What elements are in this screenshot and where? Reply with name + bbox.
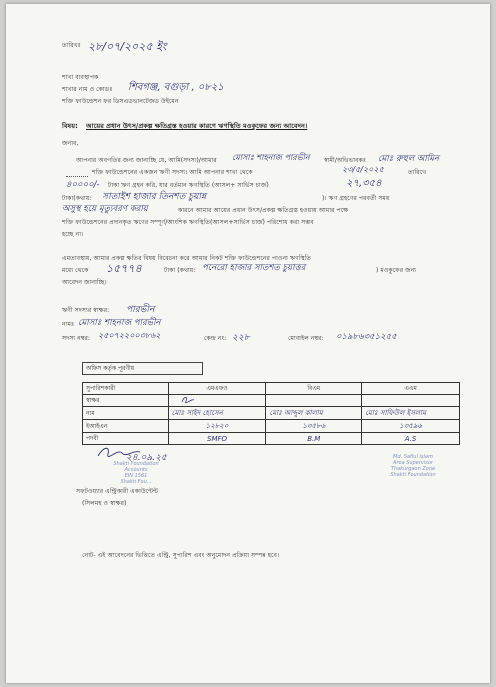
table-cell: ১৩৫৮৬ xyxy=(266,420,362,433)
addressee: শাখা ব্যবস্থাপক xyxy=(62,74,99,81)
body-line-4a: টাকা(কথায়: xyxy=(62,195,92,202)
body-line-3: টাকা ঋণ গ্রহন করি, যার বর্তমান ঋণস্থিতি (আসল+ সার্ভিস চার্জ) xyxy=(108,182,269,189)
table-row xyxy=(83,407,460,420)
body-line-1b: স্বামী/অভিভাবকঃ xyxy=(324,157,367,164)
body-line-2: শক্তি ফাউন্ডেশনের একজন ঋণী সদস্য। আমি আপনার শাখা থেকে xyxy=(92,169,253,176)
row-label: পদবী xyxy=(83,433,169,445)
body-line-6: শক্তি ফাউন্ডেশনের প্রদানকৃত ঋণের সম্পূর্ণ/আংশিক ঋণস্থিতি(আসল+সার্ভিস চার্জ) পরিশোধ করা সম্ভব xyxy=(62,219,314,226)
subject-text: আয়ের প্রধান উৎস/প্রকল্প ক্ষতিগ্রস্ত হওয়ার কারণে ঋণস্থিতি মওকুফের জন্য আবেদন। xyxy=(86,122,308,130)
table-cell: B.M xyxy=(266,433,362,445)
branch-label: শাখার নাম ও কোডঃ xyxy=(62,86,113,93)
body-line-1a: আপনার অবগতির জন্য জানাচ্ছি যে, আমি(সদস্য)/আমার xyxy=(76,157,217,164)
mobile-label: মোবাইল নম্বর: xyxy=(288,335,324,342)
stamp-date: ২৪.০৯.২৫ xyxy=(126,453,167,463)
table-cell xyxy=(168,395,266,407)
table-header-row xyxy=(83,383,460,395)
table-cell: SMFO xyxy=(168,433,266,445)
table-header: এমএফও xyxy=(168,383,266,395)
row-label: স্বাক্ষর xyxy=(83,395,169,407)
footer-note: নোট- এই আবেদনের ভিত্তিতে এন্ট্রি, সুপারিশ এবং অনুমোদন প্রক্রিয়া সম্পন্ন হবে। xyxy=(82,552,280,559)
table-row xyxy=(83,433,460,445)
guardian-name-hw: মোঃ রুহুল আমিন xyxy=(378,154,439,164)
balance-hw: ২৭,৩৫৪ xyxy=(346,178,382,189)
body-line-10: আবেদন জানাচ্ছি। xyxy=(62,279,107,286)
body-line-4b: )। ঋণ গ্রহণের পরবর্তী সময় xyxy=(322,195,390,202)
table-header: এএম xyxy=(362,383,460,395)
table-cell: মোঃ আব্দুল কালাম xyxy=(266,407,362,420)
table-cell xyxy=(266,395,362,407)
org-name: শক্তি ফাউন্ডেশন ফর ডিসএডভানটেজড উইমেন xyxy=(62,98,179,105)
approval-table xyxy=(82,382,460,445)
table-cell: মোঃ সাফিউল ইসলাম xyxy=(362,407,460,420)
dotted-line xyxy=(66,176,88,177)
loan-amount-hw: ৪০০০০/- xyxy=(66,180,100,190)
table-cell: ১৩৫৯৬ xyxy=(362,420,460,433)
mobile-value: ০১৯৮৬৩৫১২৫৫ xyxy=(336,332,397,342)
row-label: ইআইএন xyxy=(83,420,169,433)
office-box-label: অফিস কর্তৃক পূরণীয় xyxy=(82,362,203,375)
body-line-2b: তারিখে xyxy=(408,169,427,176)
branch-value: শিবগঞ্জ, বগুড়া , ০৮২১ xyxy=(128,82,224,93)
seal-label: (সিলমহ ও স্বাক্ষর) xyxy=(82,500,127,507)
body-line-9b: টাকা (কথায়: xyxy=(164,267,196,274)
table-cell: ১২৮২০ xyxy=(168,420,266,433)
waiver-amount-hw: ১৫৭৭৪ xyxy=(106,262,142,275)
row-label: নাম xyxy=(83,407,169,420)
body-line-8: এমতাবস্থায়, আমার প্রকল্প ক্ষতির বিষয় বিবেচনা করে আমার নিকট শক্তি ফাউন্ডেশনের পাওনা ঋণস্থিতি xyxy=(62,255,312,262)
table-cell xyxy=(362,395,460,407)
table-row xyxy=(83,420,460,433)
balance-words-hw: সাতাইশ হাজার তিনশত চুয়ান্ন xyxy=(102,192,207,202)
member-id-value: ২৫০৭২২০০৩৮৬২ xyxy=(98,331,161,340)
date-label: তারিখঃ xyxy=(62,42,81,49)
center-label: কেন্দ্র নং: xyxy=(204,335,227,342)
waiver-words-hw: পনেরো হাজার সাতশত চুয়াত্তর xyxy=(202,263,306,273)
left-stamp: Shakti Foundation Accounts EIN 1561 Shakti Fou... xyxy=(113,461,159,485)
date-value: ২৮/০৭/২০২৫ ইং xyxy=(88,40,167,53)
table-cell: মোঃ সাইদ হোসেন xyxy=(168,407,266,420)
signature-mark xyxy=(172,395,202,404)
body-line-7: হচ্ছে না। xyxy=(62,231,84,238)
center-value: ২২৮ xyxy=(232,333,250,343)
accountant-label: সফটওয়্যার এন্ট্রিকারী একাউন্টেন্ট xyxy=(76,488,158,495)
subject-label: বিষয়: xyxy=(62,122,78,130)
member-signature: পারভীন xyxy=(126,305,155,315)
member-sign-label: ঋণী সদস্যর স্বাক্ষর: xyxy=(62,307,110,314)
cause-hw: অসুস্থ হয়ে মৃত্যুবরণ করায় xyxy=(62,204,148,214)
member-name-hw: মোসাঃ শাহনাজ পারভীন xyxy=(232,153,310,162)
salutation: জনাব, xyxy=(62,140,79,147)
application-form xyxy=(6,4,490,683)
member-name-value: মোসাঃ শাহনাজ পারভীন xyxy=(78,318,161,328)
member-name-label: নামঃ xyxy=(62,321,75,328)
body-line-5: কারনে আমার আয়ের প্রধান উৎস/প্রকল্প ক্ষতিগ্রস্ত হওয়ায় আমার পক্ষে xyxy=(178,207,349,214)
table-header: বিএম xyxy=(266,383,362,395)
table-row xyxy=(83,395,460,407)
right-stamp: Md. Safiul Islam Area Supervisor Thakurgaon Zone Shakti Foundation xyxy=(390,454,436,478)
table-cell: A.S xyxy=(362,433,460,445)
table-header: সুপারিশকারী xyxy=(83,383,169,395)
body-line-9a: মধ্যে থেকে xyxy=(62,267,89,274)
member-id-label: সদস্য নম্বর: xyxy=(62,335,91,342)
loan-date-hw: ২৩/৫/২০২৫ xyxy=(342,165,384,174)
body-line-9c: ) মওকুফের জন্য xyxy=(376,267,417,274)
